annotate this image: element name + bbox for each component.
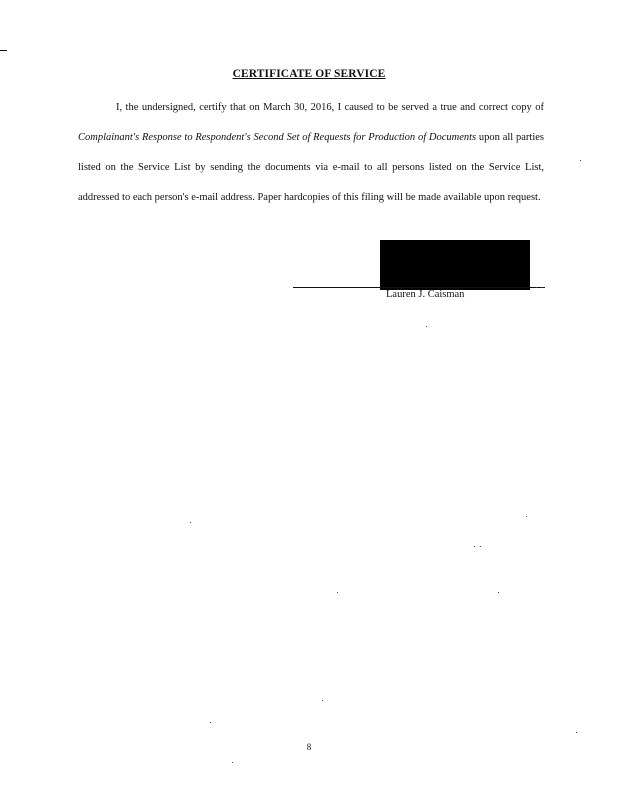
scan-speck [580,160,581,161]
scan-speck [232,762,233,763]
margin-mark [0,50,7,51]
paragraph-text-end: upon all parties listed on the Service List by sending the documents via e-mail to all persons listed on the Service List, addressed to each person's e-mail address. Paper hardcopies of this filing will be made available upon request. [78,132,544,203]
scan-speck [536,287,537,288]
scan-speck [480,546,481,547]
scan-speck [542,287,543,288]
scan-speck [498,592,499,593]
scan-speck [576,732,577,733]
signer-name: Lauren J. Caisman [386,289,465,300]
paragraph-text-start: I, the undersigned, certify that on March 30, 2016, I caused to be served a true and correct copy of [116,102,544,113]
document-title-italic: Complainant's Response to Respondent's Second Set of Requests for Production of Documents [78,132,477,143]
scan-speck [322,700,323,701]
page-number: 8 [306,742,312,752]
certification-paragraph [78,93,544,213]
scan-speck [190,522,191,523]
certificate-title: CERTIFICATE OF SERVICE [232,68,386,80]
signature-line [293,287,545,288]
redacted-signature [380,240,530,290]
scan-speck [337,592,338,593]
scan-speck [426,326,427,327]
scan-speck [474,546,475,547]
scan-speck [210,722,211,723]
scan-speck [526,516,527,517]
